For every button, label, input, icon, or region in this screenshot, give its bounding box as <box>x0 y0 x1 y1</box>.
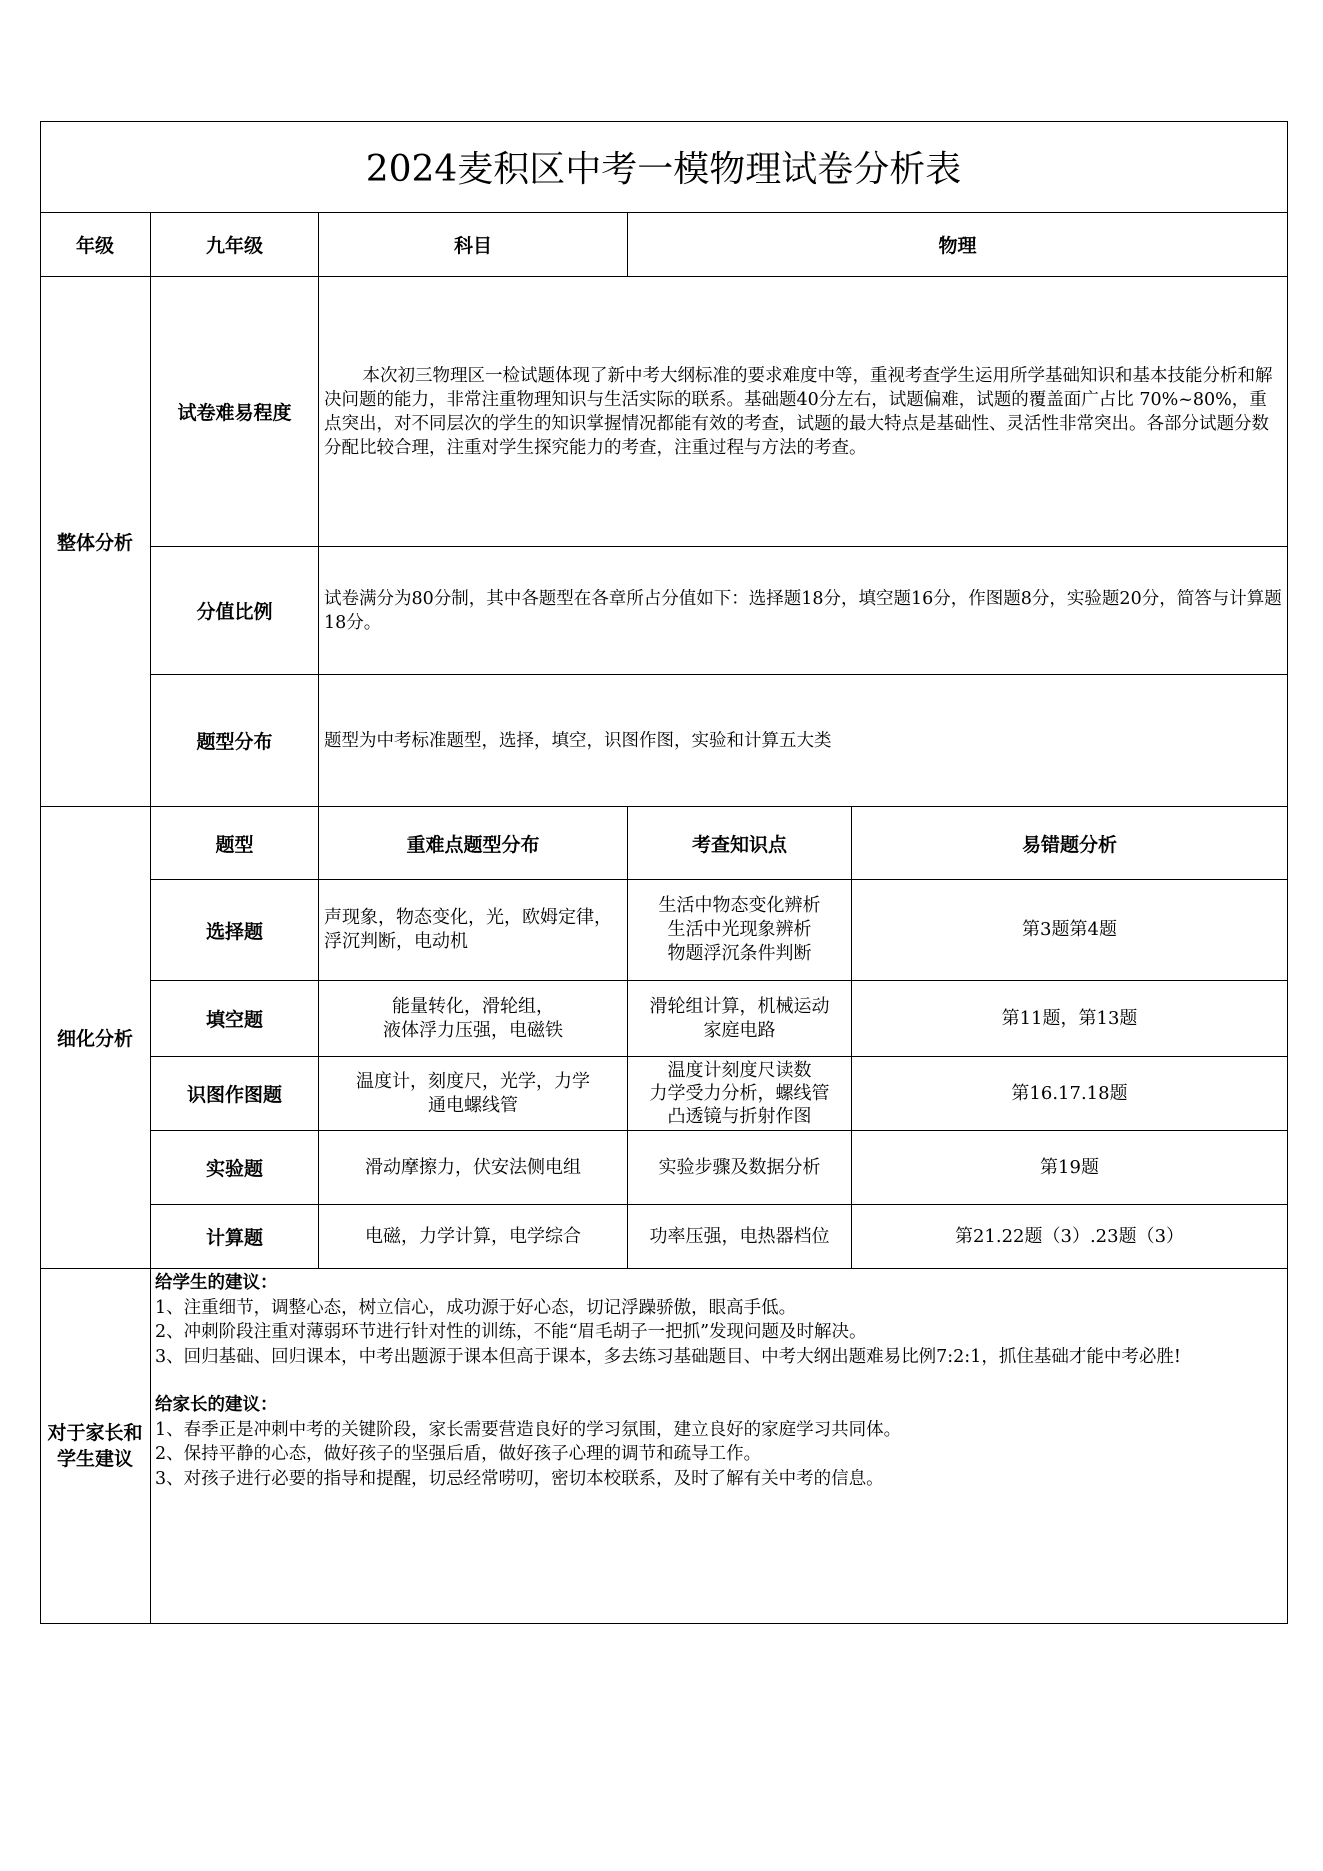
advice-content <box>151 1269 1288 1624</box>
knowledge-line: 生活中物态变化辨析 <box>658 895 821 916</box>
knowledge-line: 生活中光现象辨析 <box>667 919 812 940</box>
parents-item: 2、保持平静的心态，做好孩子的坚强后盾，做好孩子心理的调节和疏导工作。 <box>155 1444 762 1464</box>
table-row-type: 计算题 <box>151 1205 319 1269</box>
advice-label-line: 学生建议 <box>56 1448 133 1470</box>
knowledge-line: 家庭电路 <box>703 1019 776 1041</box>
page-title: 2024麦积区中考一模物理试卷分析表 <box>40 121 1288 213</box>
knowledge-line: 温度计刻度尺读数 <box>667 1060 812 1081</box>
column-header-focus: 重难点题型分布 <box>319 807 628 880</box>
subject-label: 科目 <box>319 213 628 277</box>
table-row-errors: 第16.17.18题 <box>852 1057 1288 1131</box>
parents-item: 1、春季正是冲刺中考的关键阶段，家长需要营造良好的学习氛围，建立良好的家庭学习共同体。 <box>155 1419 902 1440</box>
knowledge-line: 滑轮组计算，机械运动 <box>649 995 830 1017</box>
knowledge-line: 凸透镜与折射作图 <box>667 1106 812 1127</box>
knowledge-line: 实验步骤及数据分析 <box>658 1156 821 1178</box>
score-ratio-text-cell <box>319 547 1288 675</box>
score-ratio-label: 分值比例 <box>151 547 319 675</box>
analysis-table <box>40 121 1288 1624</box>
detail-section-label: 细化分析 <box>40 807 151 1269</box>
table-row-focus <box>319 1205 628 1269</box>
table-row-errors: 第3题第4题 <box>852 880 1288 981</box>
students-heading: 给学生的建议： <box>155 1273 278 1293</box>
column-header-errors: 易错题分析 <box>852 807 1288 880</box>
spacer <box>155 1369 1283 1393</box>
advice-section-label <box>40 1269 151 1624</box>
question-types-text-cell <box>319 675 1288 807</box>
focus-line: 温度计，刻度尺，光学，力学 <box>356 1070 590 1092</box>
table-row-knowledge <box>628 1131 852 1205</box>
knowledge-line: 力学受力分析，螺线管 <box>649 1083 830 1104</box>
overall-section-label: 整体分析 <box>40 277 151 807</box>
table-row-type: 实验题 <box>151 1131 319 1205</box>
question-types-text: 题型为中考标准题型，选择，填空，识图作图，实验和计算五大类 <box>324 730 832 751</box>
students-item: 3、回归基础、回归课本，中考出题源于课本但高于课本，多去练习基础题目、中考大纲出题难易比例7:2:1，抓住基础才能中考必胜! <box>155 1346 1181 1367</box>
column-header-knowledge: 考查知识点 <box>628 807 852 880</box>
focus-line: 滑动摩擦力，伏安法侧电组 <box>365 1156 581 1178</box>
table-row-errors: 第19题 <box>852 1131 1288 1205</box>
knowledge-line: 功率压强，电热器档位 <box>649 1225 830 1247</box>
table-row-type: 识图作图题 <box>151 1057 319 1131</box>
table-row-errors: 第11题，第13题 <box>852 981 1288 1057</box>
table-row-knowledge <box>628 981 852 1057</box>
advice-label-line: 对于家长和 <box>47 1422 143 1444</box>
difficulty-text: 本次初三物理区一检试题体现了新中考大纲标准的要求难度中等，重视考查学生运用所学基础知识和基本技能分析和解决问题的能力，非常注重物理知识与生活实际的联系。基础题40分左右，试题偏难，试题的覆盖面广占比 70%~80%，重点突出，对不同层次的学生的知识掌握情况都能有效的考查，试题的最大特点是基础性、灵活性非常突出。各部分试题分数分配比较合理，注重对学生探究能力的考查，注重过程与方法的考查。 <box>324 365 1273 458</box>
focus-line: 电磁，力学计算，电学综合 <box>365 1225 581 1247</box>
parents-heading: 给家长的建议： <box>155 1395 278 1415</box>
table-row-type: 填空题 <box>151 981 319 1057</box>
students-item: 2、冲刺阶段注重对薄弱环节进行针对性的训练，不能“眉毛胡子一把抓”发现问题及时解决。 <box>155 1322 867 1342</box>
table-row-knowledge <box>628 880 852 981</box>
table-row-knowledge <box>628 1205 852 1269</box>
column-header-type: 题型 <box>151 807 319 880</box>
students-item: 1、注重细节，调整心态，树立信心，成功源于好心态，切记浮躁骄傲，眼高手低。 <box>155 1297 797 1318</box>
grade-label: 年级 <box>40 213 151 277</box>
question-types-label: 题型分布 <box>151 675 319 807</box>
grade-value: 九年级 <box>151 213 319 277</box>
focus-text: 声现象，物态变化，光，欧姆定律，浮沉判断，电动机 <box>324 907 612 952</box>
table-row-type: 选择题 <box>151 880 319 981</box>
parents-item: 3、对孩子进行必要的指导和提醒，切忌经常唠叨，密切本校联系，及时了解有关中考的信息。 <box>155 1468 884 1489</box>
table-row-focus <box>319 1131 628 1205</box>
table-row-knowledge <box>628 1057 852 1131</box>
table-row-focus <box>319 880 628 981</box>
score-ratio-text: 试卷满分为80分制，其中各题型在各章所占分值如下：选择题18分，填空题16分，作图题8分，实验题20分，简答与计算题18分。 <box>324 588 1282 633</box>
focus-line: 能量转化，滑轮组， <box>392 995 554 1017</box>
subject-value: 物理 <box>628 213 1288 277</box>
table-row-focus <box>319 981 628 1057</box>
difficulty-text-cell <box>319 277 1288 547</box>
table-row-errors: 第21.22题（3）.23题（3） <box>852 1205 1288 1269</box>
table-row-focus <box>319 1057 628 1131</box>
difficulty-label: 试卷难易程度 <box>151 277 319 547</box>
focus-line: 液体浮力压强，电磁铁 <box>383 1019 563 1041</box>
focus-line: 通电螺线管 <box>428 1094 518 1116</box>
knowledge-line: 物题浮沉条件判断 <box>667 943 812 964</box>
